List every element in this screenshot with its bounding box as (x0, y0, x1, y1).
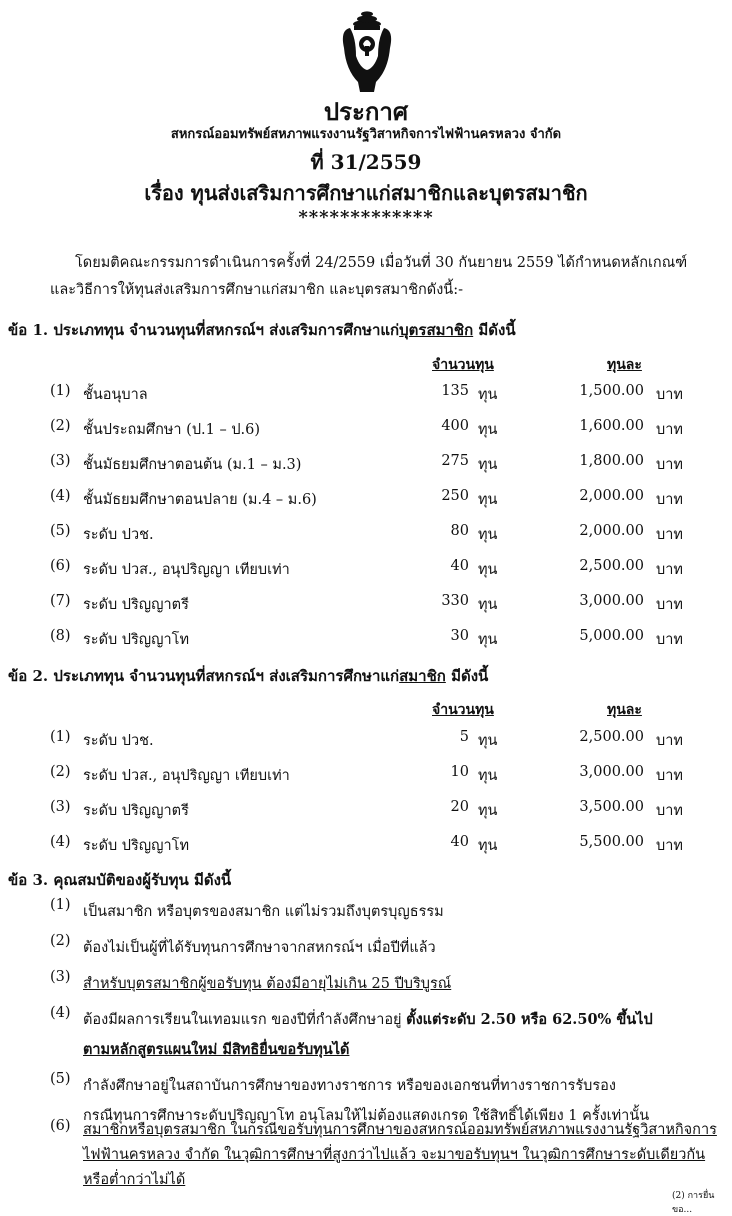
row-amount: 1,500.00 (579, 383, 644, 399)
section2-col-count: จำนวนทุน (432, 702, 494, 718)
row-count-unit: ทุน (478, 733, 498, 749)
row-count: 10 (450, 764, 469, 780)
qualification-number: (3) (50, 969, 71, 985)
row-amount-unit: บาท (656, 457, 683, 473)
row-number: (6) (50, 558, 71, 574)
row-level: ชั้นมัธยมศึกษาตอนปลาย (ม.4 – ม.6) (83, 492, 317, 508)
row-number: (1) (50, 729, 71, 745)
row-level: ระดับ ปวช. (83, 527, 154, 543)
row-number: (3) (50, 799, 71, 815)
section3-title: ข้อ 3. คุณสมบัติของผู้รับทุน มีดังนี้ (8, 871, 232, 889)
row-amount-unit: บาท (656, 562, 683, 578)
row-amount-unit: บาท (656, 597, 683, 613)
row-level: ระดับ ปริญญาโท (83, 838, 189, 854)
row-number: (4) (50, 834, 71, 850)
announcement-heading: ประกาศ (323, 97, 409, 126)
section2-col-amount: ทุนละ (607, 702, 642, 718)
qualification-text-a: กำลังศึกษาอยู่ในสถาบันการศึกษาของทางราชการ หรือของเอกชนที่ทางราชการรับรอง (83, 1078, 616, 1094)
qualification-text: เป็นสมาชิก หรือบุตรของสมาชิก แต่ไม่รวมถึงบุตรบุญธรรม (83, 904, 444, 920)
row-count-unit: ทุน (478, 527, 498, 543)
row-amount-unit: บาท (656, 733, 683, 749)
section2-prefix: ข้อ 2. ประเภททุน จำนวนทุนที่สหกรณ์ฯ ส่งเสริมการศึกษาแก่ (8, 667, 400, 685)
row-count: 275 (441, 453, 469, 469)
row-number: (2) (50, 418, 71, 434)
row-amount-unit: บาท (656, 803, 683, 819)
section2-title (8, 664, 488, 688)
row-level: ระดับ ปริญญาตรี (83, 597, 189, 613)
qualification-number: (2) (50, 933, 71, 949)
row-count-unit: ทุน (478, 597, 498, 613)
row-amount-unit: บาท (656, 422, 683, 438)
row-count-unit: ทุน (478, 387, 498, 403)
row-amount: 2,500.00 (579, 729, 644, 745)
intro-paragraph: โดยมติคณะกรรมการดำเนินการครั้งที่ 24/2559 เมื่อวันที่ 30 กันยายน 2559 ได้กำหนดหลักเกณฑ์ และวิธีการให้ทุนส่งเสริมการศึกษาแก่สมาชิก และบุตรสมาชิกดังนี้:- (50, 255, 688, 298)
row-count: 40 (450, 834, 469, 850)
row-count: 5 (459, 729, 469, 745)
announcement-number: ที่ 31/2559 (310, 150, 422, 174)
row-amount: 2,000.00 (579, 488, 644, 504)
row-count: 20 (450, 799, 469, 815)
row-count-unit: ทุน (478, 492, 498, 508)
page-footer: (2) การยื่นขอ... (672, 1191, 715, 1215)
row-amount-unit: บาท (656, 838, 683, 854)
row-level: ระดับ ปวช. (83, 733, 154, 749)
qualification-number: (1) (50, 897, 71, 913)
row-count: 330 (441, 593, 469, 609)
qualification-text: สำหรับบุตรสมาชิกผู้ขอรับทุน ต้องมีอายุไม่เกิน 25 ปีบริบูรณ์ (83, 976, 452, 992)
qualification-text (83, 1005, 723, 1065)
row-count: 30 (450, 628, 469, 644)
qualification-grade: ตั้งแต่ระดับ 2.50 หรือ 62.50% ขึ้นไป (406, 1011, 653, 1028)
row-number: (1) (50, 383, 71, 399)
row-amount: 5,500.00 (579, 834, 644, 850)
row-amount: 3,500.00 (579, 799, 644, 815)
qualification-text (83, 1118, 723, 1193)
row-amount-unit: บาท (656, 492, 683, 508)
row-count-unit: ทุน (478, 457, 498, 473)
section1-col-amount: ทุนละ (607, 357, 642, 373)
section1-suffix: มีดังนี้ (473, 321, 516, 339)
row-number: (2) (50, 764, 71, 780)
row-amount-unit: บาท (656, 768, 683, 784)
row-count-unit: ทุน (478, 838, 498, 854)
row-level: ระดับ ปริญญาโท (83, 632, 189, 648)
row-level: ระดับ ปริญญาตรี (83, 803, 189, 819)
row-level: ชั้นประถมศึกษา (ป.1 – ป.6) (83, 422, 261, 438)
row-count-unit: ทุน (478, 803, 498, 819)
row-number: (3) (50, 453, 71, 469)
row-count: 250 (441, 488, 469, 504)
qualification-number: (6) (50, 1118, 71, 1134)
organization-name: สหกรณ์ออมทรัพย์สหภาพแรงงานรัฐวิสาหกิจการไฟฟ้านครหลวง จำกัด (170, 127, 562, 142)
row-count: 40 (450, 558, 469, 574)
row-amount: 3,000.00 (579, 764, 644, 780)
qualification-number: (5) (50, 1071, 71, 1087)
section1-prefix: ข้อ 1. ประเภททุน จำนวนทุนที่สหกรณ์ฯ ส่งเสริมการศึกษาแก่ (8, 321, 400, 339)
row-amount: 2,000.00 (579, 523, 644, 539)
qualification-curriculum: ตามหลักสูตรแผนใหม่ มีสิทธิยื่นขอรับทุนได้ (83, 1041, 350, 1058)
cooperative-logo-icon (330, 8, 404, 92)
row-level: ชั้นอนุบาล (83, 387, 148, 403)
row-number: (5) (50, 523, 71, 539)
row-count: 80 (450, 523, 469, 539)
row-amount-unit: บาท (656, 527, 683, 543)
section2-suffix: มีดังนี้ (445, 667, 489, 685)
row-number: (7) (50, 593, 71, 609)
qualification-number: (4) (50, 1005, 71, 1021)
row-count-unit: ทุน (478, 632, 498, 648)
row-number: (8) (50, 628, 71, 644)
row-number: (4) (50, 488, 71, 504)
row-count: 135 (441, 383, 469, 399)
section1-target: บุตรสมาชิก (399, 321, 474, 339)
row-amount: 5,000.00 (579, 628, 644, 644)
qualification-line-3: หรือต่ำกว่าไม่ได้ (83, 1172, 186, 1188)
row-level: ชั้นมัธยมศึกษาตอนต้น (ม.1 – ม.3) (83, 457, 302, 473)
row-count-unit: ทุน (478, 422, 498, 438)
row-amount: 1,800.00 (579, 453, 644, 469)
qualification-line-2: ไฟฟ้านครหลวง จำกัด ในวุฒิการศึกษาที่สูงกว่าไปแล้ว จะมาขอรับทุนฯ ในวุฒิการศึกษาระดับเดียวกัน (83, 1147, 706, 1163)
row-count-unit: ทุน (478, 562, 498, 578)
row-amount: 3,000.00 (579, 593, 644, 609)
section1-title (8, 318, 516, 342)
row-amount-unit: บาท (656, 387, 683, 403)
row-amount-unit: บาท (656, 632, 683, 648)
row-count-unit: ทุน (478, 768, 498, 784)
qualification-text: ต้องไม่เป็นผู้ที่ได้รับทุนการศึกษาจากสหกรณ์ฯ เมื่อปีที่แล้ว (83, 940, 436, 956)
qualification-text-a: ต้องมีผลการเรียนในเทอมแรก ของปีที่กำลังศึกษาอยู่ (83, 1012, 407, 1028)
qualification-text-b: กรณีทุนการศึกษาระดับปริญญาโท อนุโลมให้ไม่ต้องแสดงเกรด ใช้สิทธิ์ได้เพียง 1 ครั้งเท่านั้น (83, 1108, 650, 1124)
section1-col-count: จำนวนทุน (432, 357, 494, 373)
announcement-subject: เรื่อง ทุนส่งเสริมการศึกษาแก่สมาชิกและบุตรสมาชิก (144, 181, 588, 205)
row-count: 400 (441, 418, 469, 434)
section2-target: สมาชิก (399, 667, 446, 685)
row-amount: 2,500.00 (579, 558, 644, 574)
row-level: ระดับ ปวส., อนุปริญญา เทียบเท่า (83, 768, 290, 784)
qualification-line-1: สมาชิกหรือบุตรสมาชิก ในกรณีขอรับทุนการศึกษาของสหกรณ์ออมทรัพย์สหภาพแรงงานรัฐวิสาหกิจการ (83, 1122, 717, 1138)
stars-divider: ************* (298, 207, 434, 228)
row-level: ระดับ ปวส., อนุปริญญา เทียบเท่า (83, 562, 290, 578)
row-amount: 1,600.00 (579, 418, 644, 434)
